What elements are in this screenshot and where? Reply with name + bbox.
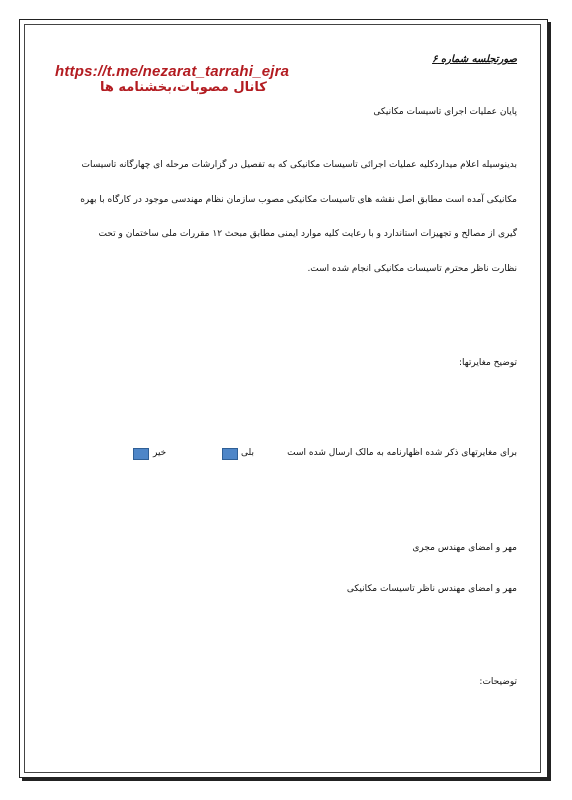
signature-contractor: مهر و امضای مهندس مجری <box>412 543 517 553</box>
signature-supervisor: مهر و امضای مهندس ناظر تاسیسات مکانیکی <box>346 584 517 594</box>
body-line: بدینوسیله اعلام میداردکلیه عملیات اجرائی تاسیسات مکانیکی که به تفصیل در گزارشات مرحله ای چهارگانه تاسیسات <box>81 160 517 170</box>
notes-label: توضیحات: <box>479 677 517 687</box>
option-yes-checkbox[interactable] <box>222 448 238 460</box>
body-line: مکانیکی آمده است مطابق اصل نقشه های تاسیسات مکانیکی مصوب سازمان نظام مهندسی موجود در کارگاه با بهره <box>80 194 517 205</box>
option-no-checkbox[interactable] <box>133 448 149 460</box>
document-title: صورتجلسه شماره ۶ <box>432 54 517 65</box>
report-question: برای مغایرتهای ذکر شده اظهارنامه به مالک ارسال شده است <box>287 448 517 458</box>
body-line: نظارت ناظر محترم تاسیسات مکانیکی انجام شده است. <box>307 263 517 274</box>
differences-label: توضیح مغایرتها: <box>459 358 517 368</box>
document-subject: پایان عملیات اجرای تاسیسات مکانیکی <box>373 107 517 117</box>
body-paragraph <box>57 148 517 286</box>
option-no-label: خیر <box>153 448 167 458</box>
body-line: گیری از مصالح و تجهیزات استاندارد و با رعایت کلیه موارد ایمنی مطابق مبحث ۱۲ مقررات ملی ساختمان و تحت <box>98 229 517 239</box>
option-yes-label: بلی <box>241 448 254 458</box>
page-border-inner <box>24 24 541 773</box>
watermark-url: https://t.me/nezarat_tarrahi_ejra <box>55 63 290 80</box>
watermark-text: کانال مصوبات،بخشنامه ها <box>100 80 267 95</box>
